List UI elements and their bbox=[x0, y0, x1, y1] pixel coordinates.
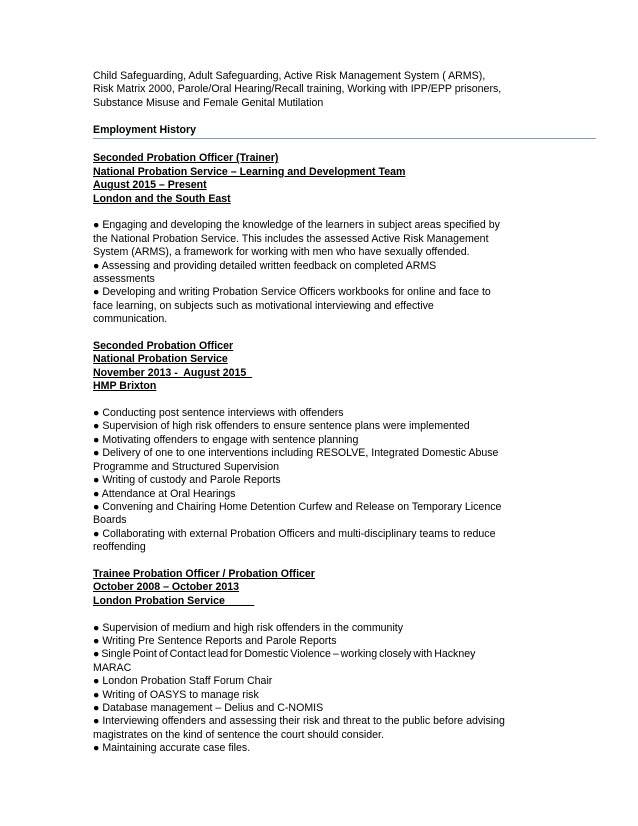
bullet-line: MARAC bbox=[93, 661, 132, 674]
intro-line: Child Safeguarding, Adult Safeguarding, Active Risk Management System ( ARMS), bbox=[93, 70, 486, 82]
job-entry-seconded bbox=[93, 340, 547, 554]
bullet-line: ● Supervision of medium and high risk offenders in the community bbox=[93, 621, 404, 634]
job-title: Seconded Probation Officer (Trainer) bbox=[93, 152, 279, 165]
job-organisation: London Probation Service bbox=[93, 594, 255, 607]
job-organisation: National Probation Service – Learning and Development Team bbox=[93, 165, 406, 178]
job-dates: October 2008 – October 2013 bbox=[93, 581, 240, 594]
job-organisation: National Probation Service bbox=[93, 353, 228, 366]
section-title-employment: Employment History bbox=[93, 123, 197, 136]
bullet-line: ● Single Point of Contact lead for Domestic Violence – working closely with Hackney bbox=[93, 648, 476, 661]
bullet-line: assessments bbox=[93, 273, 155, 286]
bullet-line: ● London Probation Staff Forum Chair bbox=[93, 675, 273, 688]
job-entry-trainee bbox=[93, 568, 547, 756]
intro-line: Risk Matrix 2000, Parole/Oral Hearing/Recall training, Working with IPP/EPP prisoners, bbox=[93, 83, 502, 96]
bullet-line: ● Writing of OASYS to manage risk bbox=[93, 688, 259, 701]
bullet-line: Programme and Structured Supervision bbox=[93, 460, 280, 473]
job-dates: August 2015 – Present bbox=[93, 179, 207, 192]
bullet-line: ● Writing of custody and Parole Reports bbox=[93, 474, 281, 487]
bullet-line: ● Database management – Delius and C-NOMIS bbox=[93, 701, 324, 714]
bullet-line: ● Collaborating with external Probation Officers and multi-disciplinary teams to reduce bbox=[93, 527, 496, 540]
job-location: London and the South East bbox=[93, 192, 231, 205]
bullet-line: ● Delivery of one to one interventions including RESOLVE, Integrated Domestic Abuse bbox=[93, 447, 499, 460]
bullet-line: Boards bbox=[93, 514, 127, 527]
bullet-line: ● Attendance at Oral Hearings bbox=[93, 487, 236, 500]
bullet-line: ● Motivating offenders to engage with sentence planning bbox=[93, 433, 359, 446]
bullet-line: face learning, on subjects such as motivational interviewing and effective bbox=[93, 299, 434, 312]
bullet-line: magistrates on the kind of sentence the court should consider. bbox=[93, 728, 384, 741]
bullet-line: ● Maintaining accurate case files. bbox=[93, 742, 251, 755]
bullet-line: ● Conducting post sentence interviews with offenders bbox=[93, 407, 344, 420]
training-intro bbox=[93, 70, 547, 110]
bullet-line: ● Assessing and providing detailed written feedback on completed ARMS bbox=[93, 259, 437, 272]
bullet-line: ● Developing and writing Probation Service Officers workbooks for online and face to bbox=[93, 286, 491, 299]
bullet-line: the National Probation Service. This includes the assessed Active Risk Management bbox=[93, 232, 489, 245]
bullet-line: ● Supervision of high risk offenders to ensure sentence plans were implemented bbox=[93, 420, 470, 433]
job-dates: November 2013 - August 2015 bbox=[93, 366, 253, 379]
bullet-line: ● Engaging and developing the knowledge of the learners in subject areas specified by bbox=[93, 219, 500, 232]
job-title: Seconded Probation Officer bbox=[93, 340, 234, 353]
bullet-line: ● Writing Pre Sentence Reports and Parole Reports bbox=[93, 634, 337, 647]
bullet-line: ● Interviewing offenders and assessing their risk and threat to the public before advising bbox=[93, 715, 505, 728]
job-location: HMP Brixton bbox=[93, 380, 157, 393]
resume-page bbox=[93, 70, 547, 756]
intro-line: Substance Misuse and Female Genital Mutilation bbox=[93, 96, 324, 109]
bullet-line: communication. bbox=[93, 313, 168, 326]
bullet-line: ● Convening and Chairing Home Detention Curfew and Release on Temporary Licence bbox=[93, 500, 502, 513]
bullet-line: reoffending bbox=[93, 541, 146, 554]
job-title: Trainee Probation Officer / Probation Officer bbox=[93, 567, 315, 580]
job-entry-trainer bbox=[93, 152, 547, 326]
bullet-line: System (ARMS), a framework for working with men who have sexually offended. bbox=[93, 246, 470, 259]
